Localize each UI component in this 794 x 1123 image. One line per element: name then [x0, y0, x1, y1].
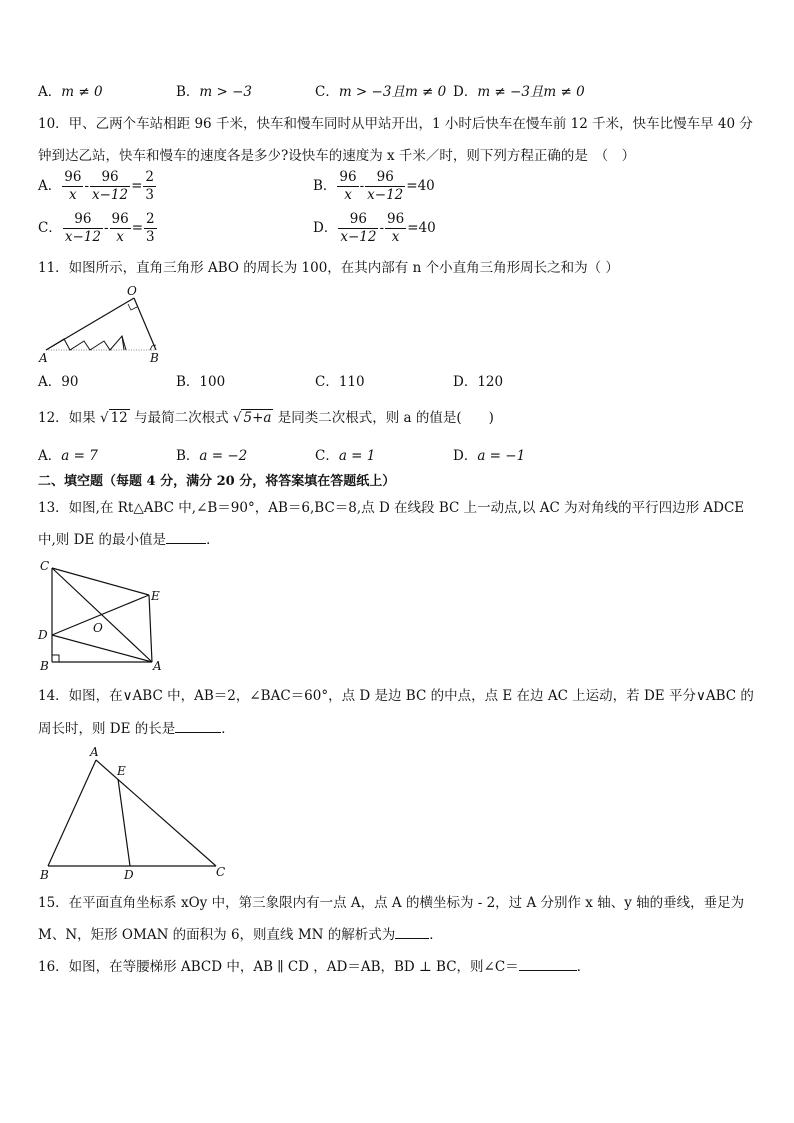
q12-option-a: A．a = 7	[38, 448, 98, 464]
q12-option-b: B．a = −2	[176, 448, 248, 464]
q12-text: 12．如果 √ 12 与最简二次根式 √ 5+a 是同类二次根式，则 a 的值是( )	[38, 410, 494, 426]
q11-option-b: B．100	[176, 374, 226, 390]
q11-figure	[38, 284, 178, 366]
q13-label-c: C	[40, 559, 50, 573]
q14-label-e: E	[117, 764, 126, 778]
q13-label-b: B	[40, 659, 49, 673]
q14-label-b: B	[40, 868, 49, 882]
q12-option-d: D．a = −1	[453, 448, 526, 464]
q9-option-a: A．m ≠ 0	[38, 84, 103, 100]
q13-figure	[34, 558, 174, 673]
q16-text: 16．如图，在等腰梯形 ABCD 中，AB ∥ CD ，AD＝AB，BD ⊥ BC，则∠C＝ ．	[38, 959, 591, 975]
q13-label-d: D	[38, 628, 48, 642]
q15-line2: M、N，矩形 OMAN 的面积为 6，则直线 MN 的解析式为 ．	[38, 927, 443, 943]
q15-line1: 15．在平面直角坐标系 xOy 中，第三象限内有一点 A，点 A 的横坐标为 - 2，过 A 分别作 x 轴、y 轴的垂线，垂足为	[38, 895, 745, 911]
q10-option-b: B． $\frac{96}{x}$ - $\frac{96}{x-12}$ =40	[313, 169, 435, 203]
q12-sqrt-5a: √ 5+a	[232, 410, 272, 426]
section-header-fill-in: 二、填空题（每题 4 分，满分 20 分，将答案填在答题纸上）	[38, 474, 396, 489]
q16-answer-blank[interactable]	[519, 958, 577, 971]
q11-option-d: D．120	[453, 374, 504, 390]
q11-label-o: O	[127, 284, 137, 298]
q14-line1: 14．如图，在∨ABC 中，AB＝2，∠BAC＝60°，点 D 是边 BC 的中点，点 E 在边 AC 上运动，若 DE 平分∨ABC 的	[38, 688, 754, 704]
q14-figure	[36, 742, 236, 882]
q11-label-a: A	[39, 351, 48, 365]
q13-answer-blank[interactable]	[166, 531, 206, 544]
q9-option-d: D．m ≠ −3且m ≠ 0	[453, 84, 585, 100]
q13-line1: 13．如图,在 Rt△ABC 中,∠B＝90°，AB＝6,BC＝8,点 D 在线段 BC 上一动点,以 AC 为对角线的平行四边形 ADCE	[38, 500, 745, 516]
q10-line1: 10．甲、乙两个车站相距 96 千米，快车和慢车同时从甲站开出，1 小时后快车在慢车前 12 千米，快车比慢车早 40 分	[38, 116, 753, 132]
q10-option-d: D． $\frac{96}{x-12}$ - $\frac{96}{x}$ =40	[313, 211, 436, 245]
q11-text: 11．如图所示，直角三角形 ABO 的周长为 100，在其内部有 n 个小直角三角形周长之和为（ ）	[38, 260, 619, 276]
q9-option-b: B．m > −3	[176, 84, 253, 100]
q14-label-d: D	[124, 868, 134, 882]
q13-label-a: A	[153, 659, 162, 673]
q14-label-c: C	[216, 865, 226, 879]
q13-label-e: E	[151, 589, 160, 603]
q9-option-c: C．m > −3且m ≠ 0	[315, 84, 447, 100]
q11-label-b: B	[150, 351, 159, 365]
q13-line2: 中,则 DE 的最小值是 ．	[38, 532, 220, 548]
q14-label-a: A	[90, 745, 99, 759]
q12-option-c: C．a = 1	[315, 448, 376, 464]
q12-sqrt-12: √ 12	[99, 410, 128, 426]
q15-answer-blank[interactable]	[395, 926, 429, 939]
q11-option-a: A．90	[38, 374, 79, 390]
q14-line2: 周长时，则 DE 的长是 ．	[38, 721, 235, 737]
q11-option-c: C．110	[315, 374, 365, 390]
q13-label-o: O	[93, 621, 103, 635]
q10-option-a: A． $\frac{96}{x}$ - $\frac{96}{x-12}$ = $\frac{2}{3}$	[38, 169, 155, 203]
q10-option-c: C． $\frac{96}{x-12}$ - $\frac{96}{x}$ = $\frac{2}{3}$	[38, 211, 155, 245]
q10-line2: 钟到达乙站，快车和慢车的速度各是多少?设快车的速度为 x 千米／时，则下列方程正确的是 （ ）	[38, 148, 636, 164]
q14-answer-blank[interactable]	[175, 720, 221, 733]
